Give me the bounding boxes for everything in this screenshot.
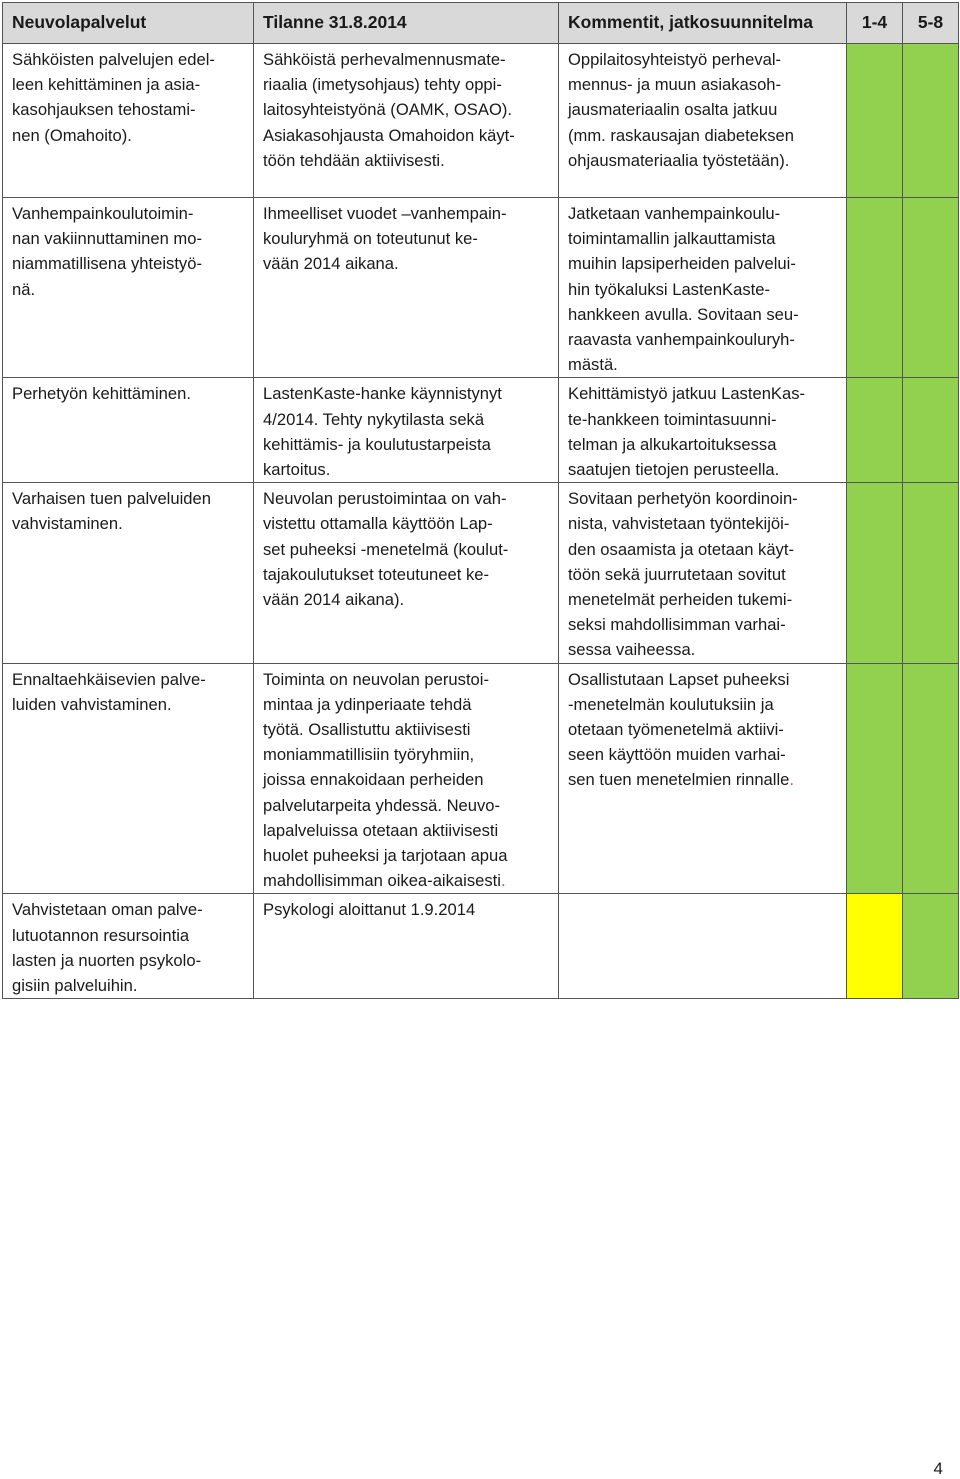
rating-5-8-cell — [903, 894, 959, 999]
table-row — [3, 378, 959, 483]
goal-cell: Ennaltaehkäisevien palve- luiden vahvistaminen. — [12, 669, 206, 714]
comment-cell: Sovitaan perhetyön koordinoin- nista, vahvistetaan työntekijöi- den osaamista ja otetaan käyt- töön sekä juurrutetaan sovitut menetelmät perheiden tukemi- seksi mahdollisimman varhai- sessa vaiheessa. — [568, 489, 798, 660]
header-row — [3, 3, 959, 44]
status-table — [2, 2, 959, 999]
comment-cell: Jatketaan vanhempainkoulu- toimintamallin jalkauttamista muihin lapsiperheiden palvelui- hin työkaluksi LastenKaste- hankkeen avulla. Sovitaan seu- raavasta vanhempainkouluryh- mästä. — [568, 204, 799, 375]
rating-5-8-cell — [903, 44, 959, 198]
header-service: Neuvolapalvelut — [3, 3, 254, 44]
status-end-mark: . — [500, 871, 506, 891]
status-cell: LastenKaste-hanke käynnistynyt 4/2014. Tehty nykytilasta sekä kehittämis- ja koulutustarpeista kartoitus. — [263, 384, 502, 480]
goal-cell: Varhaisen tuen palveluiden vahvistaminen. — [12, 489, 211, 534]
status-cell: Sähköistä perhevalmennusmate- riaalia (imetysohjaus) tehty oppi- laitosyhteistyönä (OAMK, OSAO). Asiakasohjausta Omahoidon käyt- töön tehdään aktiivisesti. — [263, 50, 515, 170]
header-period-5-8: 5-8 — [903, 3, 959, 44]
goal-cell: Sähköisten palvelujen edel- leen kehittäminen ja asia- kasohjauksen tehostami- nen (Omahoito). — [12, 50, 215, 145]
rating-1-4-cell — [847, 483, 903, 663]
rating-1-4-cell — [847, 894, 903, 999]
status-cell: Psykologi aloittanut 1.9.2014 — [263, 900, 476, 920]
rating-1-4-cell — [847, 198, 903, 378]
page-number: 4 — [933, 1459, 943, 1478]
header-comments: Kommentit, jatkosuunnitelma — [559, 3, 847, 44]
status-cell: Ihmeelliset vuodet –vanhempain- kouluryhmä on toteutunut ke- vään 2014 aikana. — [263, 204, 507, 274]
rating-5-8-cell — [903, 483, 959, 663]
header-period-1-4: 1-4 — [847, 3, 903, 44]
rating-1-4-cell — [847, 44, 903, 198]
goal-cell: Vahvistetaan oman palve- lutuotannon resursointia lasten ja nuorten psykolo- gisiin palveluihin. — [12, 900, 203, 996]
comment-cell: Kehittämistyö jatkuu LastenKas- te-hankkeen toimintasuunni- telman ja alkukartoituksessa saatujen tietojen perusteella. — [568, 384, 806, 480]
comment-cell — [568, 667, 837, 793]
rating-1-4-cell — [847, 663, 903, 894]
table-row — [3, 198, 959, 378]
rating-5-8-cell — [903, 378, 959, 483]
comment-cell: Oppilaitosyhteistyö perheval- mennus- ja muun asiakasoh- jausmateriaalin osalta jatkuu (mm. raskausajan diabeteksen ohjausmateriaalia työstetään). — [568, 50, 794, 170]
status-text: Toiminta on neuvolan perustoi- mintaa ja ydinperiaate tehdä työtä. Osallistuttu aktiivisesti moniammatillisiin työryhmiin, joissa ennakoidaan perheiden palvelutarpeita yhdessä. Neuvo- lapalveluissa otetaan aktiivisesti huolet puheeksi ja tarjotaan apua mahdollisimman oikea-aikaisesti — [263, 669, 508, 891]
rating-5-8-cell — [903, 198, 959, 378]
table-row — [3, 44, 959, 198]
header-status: Tilanne 31.8.2014 — [254, 3, 559, 44]
table-row — [3, 483, 959, 663]
status-cell — [263, 667, 549, 894]
rating-5-8-cell — [903, 663, 959, 894]
table-row — [3, 894, 959, 999]
comment-text: Osallistutaan Lapset puheeksi -menetelmän koulutuksiin ja otetaan työmenetelmä aktiivi- seen käyttöön muiden varhai- sen tuen menetelmien rinnalle — [568, 669, 790, 790]
status-cell: Neuvolan perustoimintaa on vah- vistettu ottamalla käyttöön Lap- set puheeksi -menetelmä (koulut- tajakoulutukset toteutuneet ke- vään 2014 aikana). — [263, 489, 509, 610]
table-row — [3, 663, 959, 894]
goal-cell: Vanhempainkoulutoimin- nan vakiinnuttaminen mo- niammatillisena yhteistyö- nä. — [12, 204, 203, 299]
goal-cell: Perhetyön kehittäminen. — [12, 384, 191, 404]
comment-end-mark: . — [789, 770, 795, 790]
rating-1-4-cell — [847, 378, 903, 483]
